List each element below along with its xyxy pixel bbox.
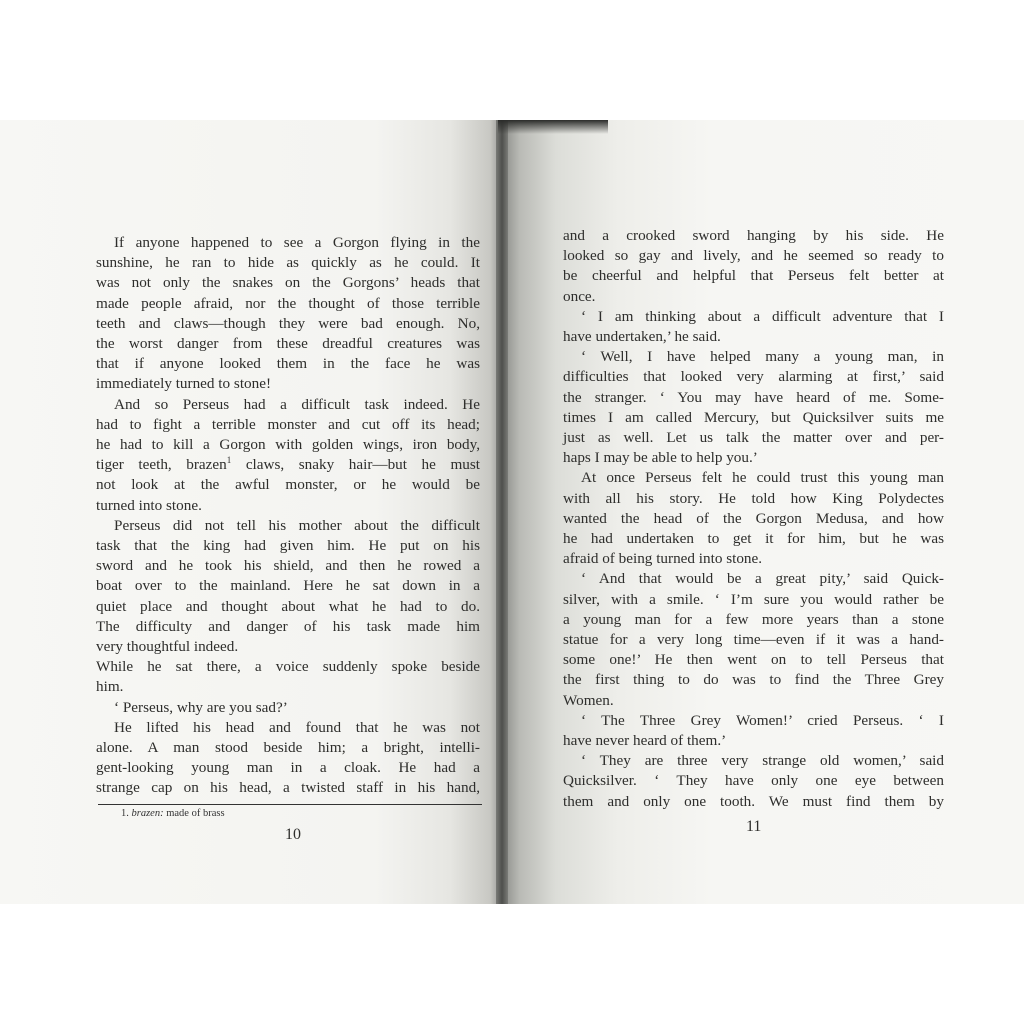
text-line: was not only the snakes on the Gorgons’ heads that bbox=[96, 274, 480, 292]
text-line: sword and he took his shield, and then he rowed a bbox=[96, 557, 480, 575]
text-line: some one!’ He then went on to tell Perseus that bbox=[563, 651, 944, 669]
text-line: them and only one tooth. We must find them by bbox=[563, 792, 944, 810]
footnote-term: brazen: bbox=[131, 808, 164, 819]
text-line: have never heard of them.’ bbox=[563, 732, 727, 750]
text-line: ‘ Perseus, why are you sad?’ bbox=[114, 698, 288, 716]
text-line: have undertaken,’ he said. bbox=[563, 328, 721, 346]
right-page-text bbox=[563, 226, 944, 812]
page-number-left: 10 bbox=[285, 826, 301, 843]
text-fragment: claws, snaky hair—but he must bbox=[231, 456, 480, 474]
text-line: immediately turned to stone! bbox=[96, 375, 272, 393]
text-line: strange cap on his head, a twisted staff in his hand, bbox=[96, 779, 480, 797]
footnote-marker: 1 bbox=[226, 455, 232, 466]
text-line: with all his story. He told how King Polydectes bbox=[563, 489, 944, 507]
spine-shadow bbox=[498, 120, 608, 134]
text-line: If anyone happened to see a Gorgon flying in the bbox=[114, 234, 480, 251]
text-line: not look at the awful monster, or he would be bbox=[96, 476, 480, 494]
text-line: ‘ And that would be a great pity,’ said Quick- bbox=[581, 570, 944, 588]
text-line: ‘ Well, I have helped many a young man, in bbox=[581, 348, 944, 366]
text-line: that if anyone looked them in the face he was bbox=[96, 355, 480, 373]
text-line: just as well. Let us talk the matter over and per- bbox=[563, 429, 944, 447]
text-line: he had undertaken to get it for him, but he was bbox=[563, 530, 944, 548]
text-line: very thoughtful indeed. bbox=[96, 638, 239, 656]
text-line: ‘ They are three very strange old women,’ said bbox=[581, 752, 944, 770]
text-line: a young man for a few more years than a stone bbox=[563, 610, 944, 628]
text-line: turned into stone. bbox=[96, 496, 202, 514]
text-line: Quicksilver. ‘ They have only one eye between bbox=[563, 772, 944, 790]
open-book bbox=[0, 120, 1024, 904]
text-line: alone. A man stood beside him; a bright, intelli- bbox=[96, 739, 480, 757]
left-page-text bbox=[96, 233, 480, 799]
text-line: sunshine, he ran to hide as quickly as he could. It bbox=[96, 254, 480, 272]
text-line: once. bbox=[563, 287, 596, 305]
footnote bbox=[121, 807, 225, 821]
text-line: he had to kill a Gorgon with golden wings, iron body, bbox=[96, 436, 480, 454]
text-line: times I am called Mercury, but Quicksilver suits me bbox=[563, 408, 944, 426]
book-spine bbox=[496, 120, 508, 904]
text-line: Women. bbox=[563, 691, 614, 709]
text-line: had to fight a terrible monster and cut off its head; bbox=[96, 415, 480, 433]
footnote-text: made of brass bbox=[166, 808, 225, 819]
text-line: haps I may be able to help you.’ bbox=[563, 449, 758, 467]
text-line: gent-looking young man in a cloak. He had a bbox=[96, 759, 480, 777]
text-line: wanted the head of the Gorgon Medusa, and how bbox=[563, 509, 944, 527]
text-line: the stranger. ‘ You may have heard of me. Some- bbox=[563, 388, 944, 406]
text-line: silver, with a smile. ‘ I’m sure you would rather be bbox=[563, 590, 944, 608]
text-line: ‘ The Three Grey Women!’ cried Perseus. ‘ I bbox=[581, 711, 944, 729]
text-line: ‘ I am thinking about a difficult adventure that I bbox=[581, 307, 944, 325]
text-line: the worst danger from these dreadful creatures was bbox=[96, 335, 480, 353]
text-line: afraid of being turned into stone. bbox=[563, 550, 763, 568]
text-line: boat over to the mainland. Here he sat down in a bbox=[96, 577, 480, 595]
text-line: quiet place and thought about what he had to do. bbox=[96, 597, 480, 615]
text-line: task that the king had given him. He put on his bbox=[96, 537, 480, 555]
text-line: him. bbox=[96, 678, 124, 696]
text-line: The difficulty and danger of his task made him bbox=[96, 617, 480, 635]
text-line: And so Perseus had a difficult task indeed. He bbox=[114, 395, 480, 413]
footnote-number: 1. bbox=[121, 808, 129, 819]
text-line: He lifted his head and found that he was not bbox=[114, 718, 480, 736]
page-number-right: 11 bbox=[746, 818, 762, 835]
text-line: While he sat there, a voice suddenly spoke beside bbox=[96, 658, 480, 676]
text-line: the first thing to do was to find the Three Grey bbox=[563, 671, 944, 689]
text-line: made people afraid, nor the thought of those terrible bbox=[96, 294, 480, 312]
text-line: and a crooked sword hanging by his side. He bbox=[563, 227, 944, 244]
text-line: be cheerful and helpful that Perseus felt better at bbox=[563, 267, 944, 285]
footnote-rule bbox=[98, 804, 482, 805]
text-line: difficulties that looked very alarming at first,’ said bbox=[563, 368, 944, 386]
text-line: looked so gay and lively, and he seemed so ready to bbox=[563, 247, 944, 265]
text-line: statue for a very long time—even if it was a hand- bbox=[563, 631, 944, 649]
text-line: Perseus did not tell his mother about the difficult bbox=[114, 516, 480, 534]
text-line: At once Perseus felt he could trust this young man bbox=[581, 469, 944, 487]
text-line-with-footnote bbox=[96, 455, 480, 475]
text-line: teeth and claws—though they were bad enough. No, bbox=[96, 314, 480, 332]
text-fragment: tiger teeth, brazen bbox=[96, 456, 227, 474]
